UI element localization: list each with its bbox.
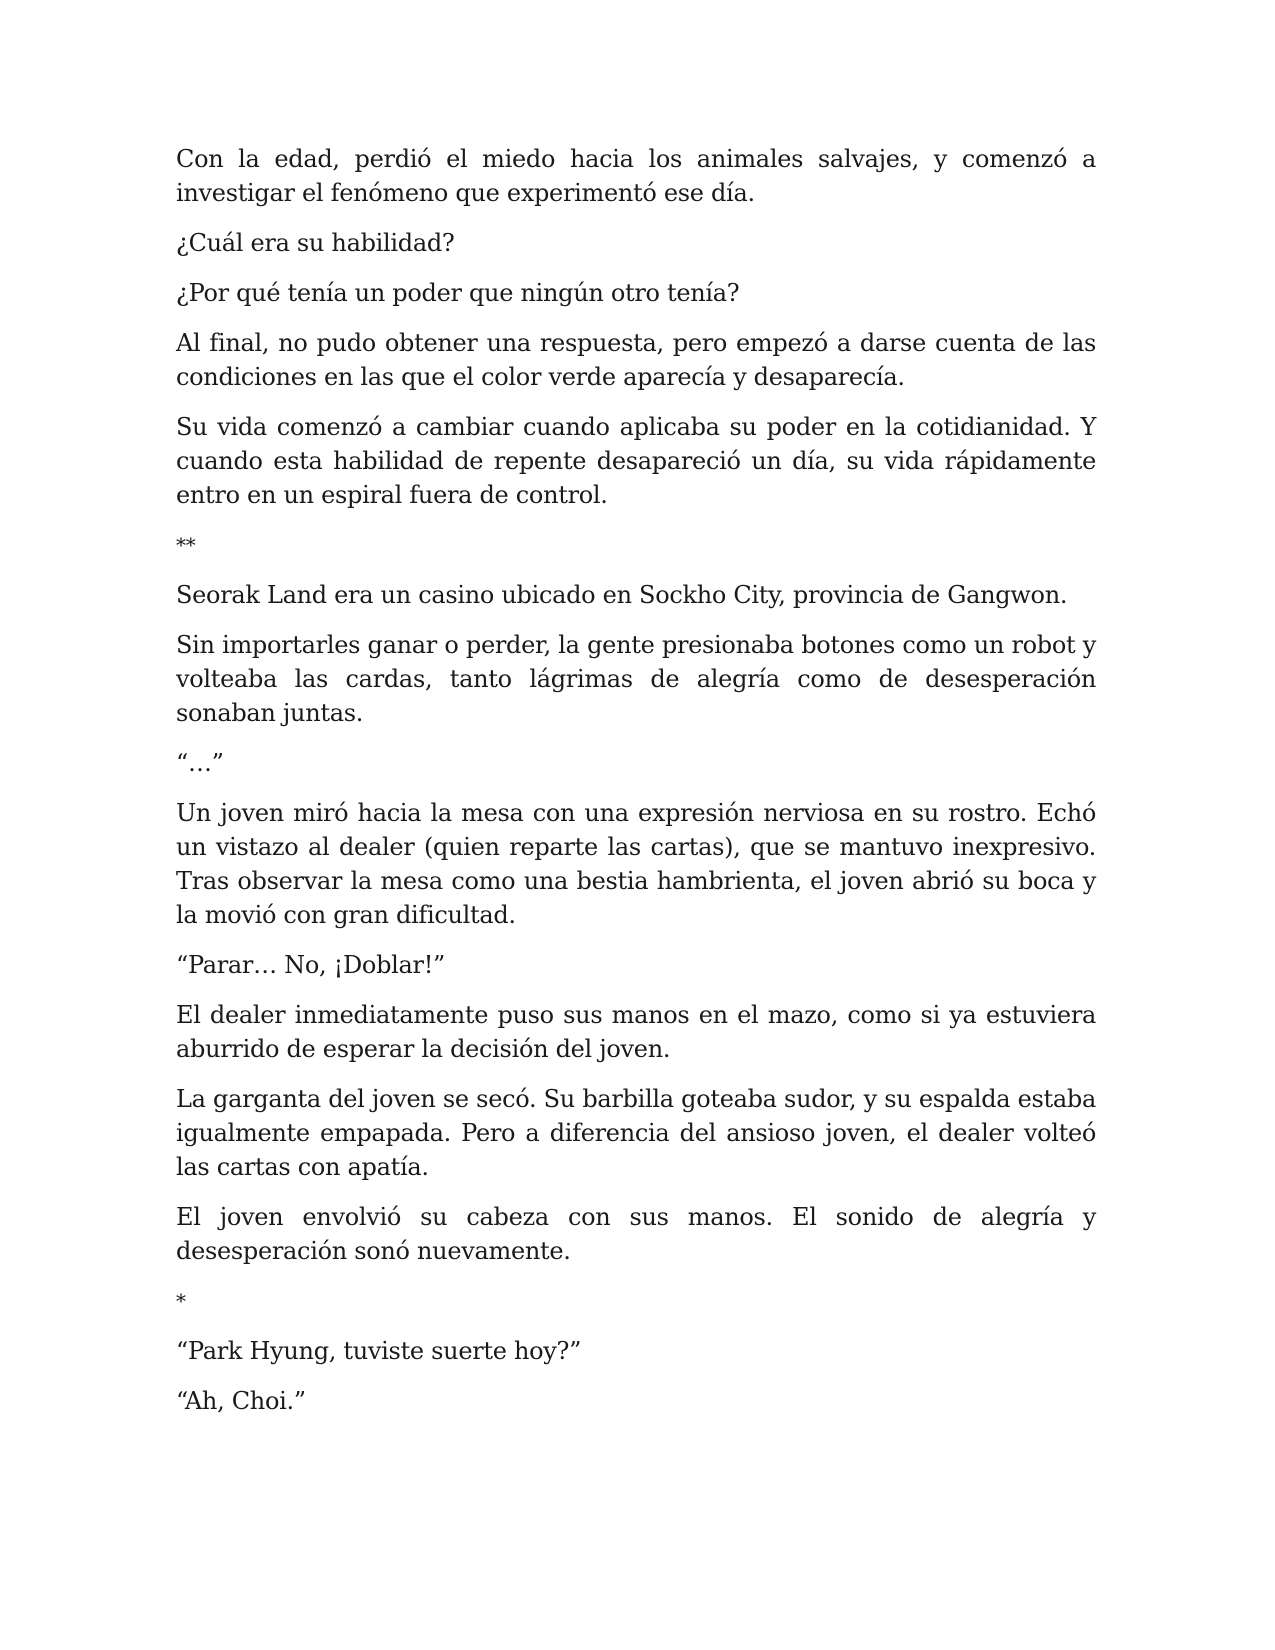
paragraph: Al final, no pudo obtener una respuesta, pero empezó a darse cuenta de las condiciones en las que el color verde aparecía y desaparecía. xyxy=(176,329,1096,391)
paragraph: ¿Por qué tenía un poder que ningún otro tenía? xyxy=(176,279,740,307)
paragraph: Sin importarles ganar o perder, la gente presionaba botones como un robot y volteaba las cardas, tanto lágrimas de alegría como de desesperación sonaban juntas. xyxy=(176,631,1096,727)
document-body xyxy=(176,142,1096,1434)
dialogue-line: “…” xyxy=(176,749,224,777)
paragraph: El dealer inmediatamente puso sus manos en el mazo, como si ya estuviera aburrido de esperar la decisión del joven. xyxy=(176,1001,1096,1063)
scene-separator: ** xyxy=(176,533,196,557)
paragraph: Su vida comenzó a cambiar cuando aplicaba su poder en la cotidianidad. Y cuando esta habilidad de repente desapareció un día, su vida rápidamente entro en un espiral fuera de control. xyxy=(176,413,1096,509)
scene-separator: * xyxy=(176,1289,186,1313)
dialogue-line: “Park Hyung, tuviste suerte hoy?” xyxy=(176,1337,582,1365)
dialogue-line: “Ah, Choi.” xyxy=(176,1387,306,1415)
paragraph: Con la edad, perdió el miedo hacia los animales salvajes, y comenzó a investigar el fenómeno que experimentó ese día. xyxy=(176,145,1096,207)
paragraph: El joven envolvió su cabeza con sus manos. El sonido de alegría y desesperación sonó nuevamente. xyxy=(176,1203,1096,1265)
paragraph: ¿Cuál era su habilidad? xyxy=(176,229,455,257)
paragraph: Un joven miró hacia la mesa con una expresión nerviosa en su rostro. Echó un vistazo al dealer (quien reparte las cartas), que se mantuvo inexpresivo. Tras observar la mesa como una bestia hambrienta, el joven abrió su boca y la movió con gran dificultad. xyxy=(176,799,1096,929)
paragraph: Seorak Land era un casino ubicado en Sockho City, provincia de Gangwon. xyxy=(176,581,1068,609)
paragraph: La garganta del joven se secó. Su barbilla goteaba sudor, y su espalda estaba igualmente empapada. Pero a diferencia del ansioso joven, el dealer volteó las cartas con apatía. xyxy=(176,1085,1096,1181)
dialogue-line: “Parar… No, ¡Doblar!” xyxy=(176,951,446,979)
